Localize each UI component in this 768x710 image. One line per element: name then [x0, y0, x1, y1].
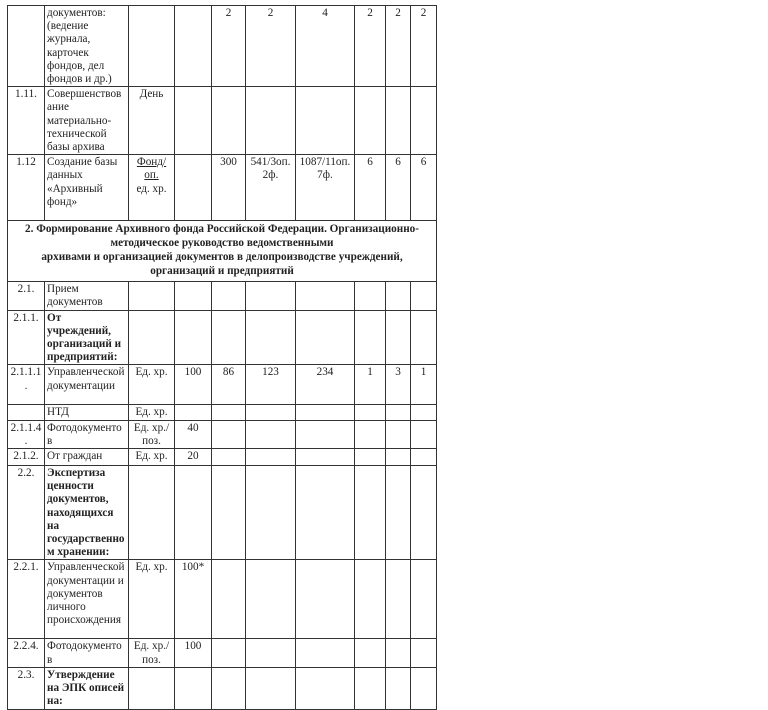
row-value: [411, 282, 437, 310]
row-value: [212, 449, 246, 466]
row-value: [296, 639, 355, 667]
row-value: [175, 466, 212, 560]
row-value: [246, 87, 296, 155]
row-value: [411, 466, 437, 560]
row-value: [212, 466, 246, 560]
row-unit: Ед. хр.: [129, 560, 175, 639]
row-value: 1: [355, 365, 386, 405]
row-number: [8, 405, 45, 420]
row-value: 100: [175, 639, 212, 667]
row-value: 6: [411, 155, 437, 221]
section-title-line: организаций и предприятий: [150, 265, 294, 278]
row-value: 100: [175, 365, 212, 405]
row-value: [296, 282, 355, 310]
row-number: [8, 6, 45, 87]
table-row: [8, 87, 437, 155]
row-value: 86: [212, 365, 246, 405]
row-number: 2.2.4.: [8, 639, 45, 667]
row-value: [175, 282, 212, 310]
table-row: [8, 639, 437, 667]
row-value: [296, 466, 355, 560]
table-row: [8, 365, 437, 405]
section-2-title: [8, 221, 437, 282]
row-value: 4: [296, 6, 355, 87]
row-value: [411, 310, 437, 365]
row-value: [386, 449, 411, 466]
row-value: [246, 667, 296, 709]
row-value: 100*: [175, 560, 212, 639]
row-value: [296, 405, 355, 420]
row-value: [386, 560, 411, 639]
row-value: 1087/11оп. 7ф.: [296, 155, 355, 221]
row-value: [175, 667, 212, 709]
table-row: [8, 560, 437, 639]
row-value: 6: [386, 155, 411, 221]
section-title-line: 2. Формирование Архивного фонда Российской Федерации. Организационно-: [25, 223, 419, 236]
row-name: Фотодокументов: [45, 639, 129, 667]
row-number: 2.1.2.: [8, 449, 45, 466]
row-value: [246, 282, 296, 310]
row-value: [355, 639, 386, 667]
row-name: Управленческой документации и документов личного происхождения: [45, 560, 129, 639]
table-row: [8, 155, 437, 221]
row-value: [175, 155, 212, 221]
row-name: Экспертиза ценности документов, находящихся на государственном хранении:: [45, 466, 129, 560]
row-number: 1.12: [8, 155, 45, 221]
row-number: 2.2.1.: [8, 560, 45, 639]
table-row: [8, 282, 437, 310]
row-unit: Ед. хр.: [129, 365, 175, 405]
row-unit: [129, 310, 175, 365]
table-row: [8, 466, 437, 560]
row-value: [212, 310, 246, 365]
row-value: [212, 282, 246, 310]
row-value: [296, 449, 355, 466]
row-value: [411, 667, 437, 709]
unit-underlined: Фонд/оп.: [136, 156, 167, 182]
row-number: 1.11.: [8, 87, 45, 155]
row-value: [212, 87, 246, 155]
row-value: [355, 449, 386, 466]
row-value: [386, 639, 411, 667]
row-unit: Ед. хр./поз.: [129, 639, 175, 667]
row-value: 40: [175, 420, 212, 448]
row-number: 2.1.1.4.: [8, 420, 45, 448]
row-value: [386, 420, 411, 448]
row-name: НТД: [45, 405, 129, 420]
row-value: [212, 420, 246, 448]
row-value: 2: [355, 6, 386, 87]
row-number: 2.1.: [8, 282, 45, 310]
row-name: документов: (ведение журнала, карточек фондов, дел фондов и др.): [45, 6, 129, 87]
row-number: 2.3.: [8, 667, 45, 709]
row-unit: [129, 6, 175, 87]
row-value: 300: [212, 155, 246, 221]
row-name: Прием документов: [45, 282, 129, 310]
row-value: 2: [212, 6, 246, 87]
table-row: [8, 449, 437, 466]
row-value: [175, 310, 212, 365]
row-value: [355, 282, 386, 310]
table-row: [8, 6, 437, 87]
row-name: Создание базы данных «Архивный фонд»: [45, 155, 129, 221]
row-value: [355, 310, 386, 365]
row-value: [355, 466, 386, 560]
row-number: 2.1.1.: [8, 310, 45, 365]
row-name: Фотодокументов: [45, 420, 129, 448]
row-value: [246, 639, 296, 667]
row-value: [355, 560, 386, 639]
row-value: [212, 667, 246, 709]
row-unit: [129, 667, 175, 709]
row-value: [175, 87, 212, 155]
table-row: [8, 667, 437, 709]
row-unit: [129, 155, 175, 221]
row-value: [411, 449, 437, 466]
table-row: [8, 405, 437, 420]
row-value: 2: [411, 6, 437, 87]
row-value: [246, 310, 296, 365]
row-value: 20: [175, 449, 212, 466]
row-value: [296, 420, 355, 448]
row-value: [212, 560, 246, 639]
row-value: [246, 405, 296, 420]
row-value: [411, 405, 437, 420]
row-number: 2.1.1.1.: [8, 365, 45, 405]
row-name: От граждан: [45, 449, 129, 466]
section-header-row: [8, 221, 437, 282]
row-unit: [129, 466, 175, 560]
row-value: 541/3оп. 2ф.: [246, 155, 296, 221]
row-value: 234: [296, 365, 355, 405]
table-row: [8, 420, 437, 448]
row-value: [355, 667, 386, 709]
row-name: Утверждение на ЭПК описей на:: [45, 667, 129, 709]
section-title-line: методическое руководство ведомственными: [110, 237, 334, 250]
row-unit: День: [129, 87, 175, 155]
row-value: 2: [386, 6, 411, 87]
row-name: Совершенствование материально-технической базы архива: [45, 87, 129, 155]
row-value: [386, 466, 411, 560]
row-unit: Ед. хр./поз.: [129, 420, 175, 448]
row-value: [355, 405, 386, 420]
row-value: [296, 87, 355, 155]
row-value: [175, 6, 212, 87]
row-value: [246, 449, 296, 466]
row-value: [355, 87, 386, 155]
row-value: [296, 560, 355, 639]
unit-text: ед. хр.: [136, 182, 167, 195]
row-value: 123: [246, 365, 296, 405]
row-value: [386, 282, 411, 310]
row-value: [212, 405, 246, 420]
section-title-line: архивами и организацией документов в делопроизводстве учреждений,: [41, 251, 403, 264]
row-value: [246, 466, 296, 560]
row-name: Управленческой документации: [45, 365, 129, 405]
row-value: [411, 87, 437, 155]
row-value: 1: [411, 365, 437, 405]
table-row: [8, 310, 437, 365]
row-value: [386, 667, 411, 709]
row-value: [296, 667, 355, 709]
row-unit: Ед. хр.: [129, 405, 175, 420]
row-value: 3: [386, 365, 411, 405]
row-value: 6: [355, 155, 386, 221]
row-value: [212, 639, 246, 667]
archive-plan-table: [7, 5, 437, 710]
row-value: [411, 560, 437, 639]
row-number: 2.2.: [8, 466, 45, 560]
row-value: [246, 420, 296, 448]
row-unit: [129, 282, 175, 310]
row-value: [386, 87, 411, 155]
row-value: [246, 560, 296, 639]
row-value: [386, 405, 411, 420]
row-value: [386, 310, 411, 365]
row-value: [175, 405, 212, 420]
row-name: От учреждений, организаций и предприятий:: [45, 310, 129, 365]
row-value: [355, 420, 386, 448]
row-value: [296, 310, 355, 365]
row-unit: Ед. хр.: [129, 449, 175, 466]
row-value: [411, 639, 437, 667]
row-value: 2: [246, 6, 296, 87]
row-value: [411, 420, 437, 448]
